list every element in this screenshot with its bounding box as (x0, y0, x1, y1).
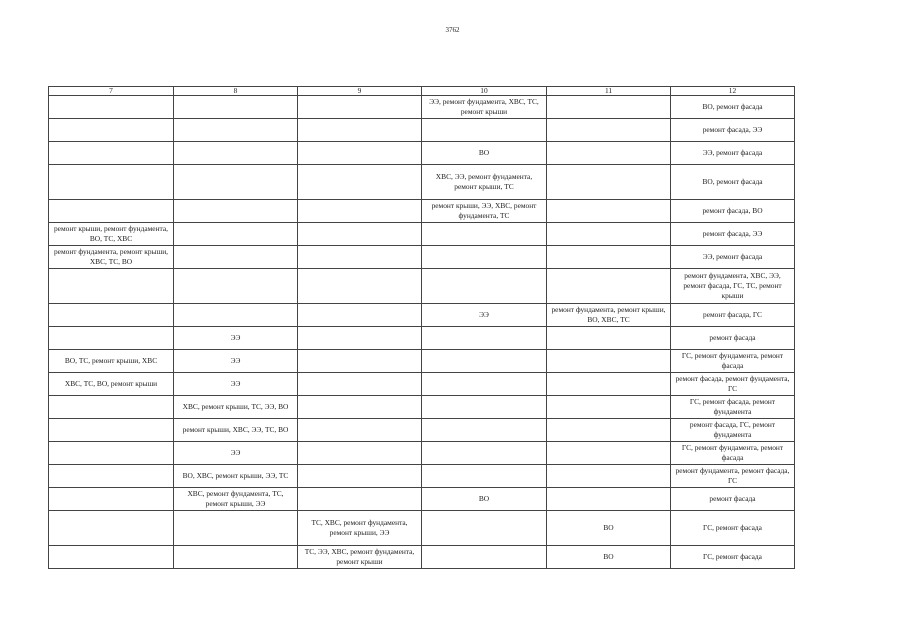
table-cell (547, 165, 671, 200)
table-cell (547, 223, 671, 246)
table-cell (298, 419, 422, 442)
table-body (49, 96, 795, 569)
header-row (49, 87, 795, 96)
table-cell (547, 327, 671, 350)
column-header: 9 (298, 87, 422, 96)
table-cell: ремонт фасада, ВО (671, 200, 795, 223)
table-cell (49, 269, 174, 304)
table-cell (174, 223, 298, 246)
table-cell (547, 488, 671, 511)
table-row (49, 373, 795, 396)
table-cell (49, 442, 174, 465)
table-cell (298, 223, 422, 246)
page-number: 3762 (445, 26, 460, 34)
table-cell: ХВС, ТС, ВО, ремонт крыши (49, 373, 174, 396)
table-cell: ремонт крыши, ремонт фундамента, ВО, ТС, ХВС (49, 223, 174, 246)
column-header: 11 (547, 87, 671, 96)
table-cell (49, 511, 174, 546)
table-cell (174, 165, 298, 200)
table-row (49, 442, 795, 465)
table-row (49, 546, 795, 569)
table-cell (298, 165, 422, 200)
table-cell (298, 269, 422, 304)
table-cell (174, 96, 298, 119)
table-row (49, 350, 795, 373)
table-row (49, 304, 795, 327)
table-cell (422, 442, 547, 465)
table-cell: ремонт фасада, ЭЭ (671, 119, 795, 142)
table-cell: ВО, ХВС, ремонт крыши, ЭЭ, ТС (174, 465, 298, 488)
table-cell: ЭЭ (422, 304, 547, 327)
table-cell (422, 223, 547, 246)
table-cell (298, 200, 422, 223)
table-cell (422, 246, 547, 269)
table-row (49, 511, 795, 546)
table-cell: ремонт фасада (671, 327, 795, 350)
table-cell (49, 200, 174, 223)
table-cell (298, 350, 422, 373)
table-row (49, 200, 795, 223)
table-cell (547, 396, 671, 419)
table-cell: ремонт фасада (671, 488, 795, 511)
table-cell (547, 419, 671, 442)
table-cell: ВО (422, 488, 547, 511)
table-cell: ЭЭ (174, 327, 298, 350)
table-cell (49, 142, 174, 165)
table-cell (49, 165, 174, 200)
table-cell (298, 119, 422, 142)
table-cell: ТС, ХВС, ремонт фундамента, ремонт крыши, ЭЭ (298, 511, 422, 546)
table-cell: ремонт фундамента, ремонт фасада, ГС (671, 465, 795, 488)
table-cell: ЭЭ (174, 350, 298, 373)
table-cell (49, 396, 174, 419)
table-cell: ЭЭ, ремонт фасада (671, 142, 795, 165)
table-cell: ХВС, ЭЭ, ремонт фундамента, ремонт крыши, ТС (422, 165, 547, 200)
table-cell (547, 373, 671, 396)
table-row (49, 223, 795, 246)
table-cell: ВО, ремонт фасада (671, 165, 795, 200)
table-cell (422, 465, 547, 488)
table-cell (422, 373, 547, 396)
table-row (49, 419, 795, 442)
table-row (49, 165, 795, 200)
table-cell (174, 546, 298, 569)
table-cell (422, 119, 547, 142)
table-cell: ХВС, ремонт фундамента, ТС, ремонт крыши, ЭЭ (174, 488, 298, 511)
table-row (49, 142, 795, 165)
table-cell (547, 465, 671, 488)
table-cell (49, 419, 174, 442)
table-cell (422, 511, 547, 546)
table-cell: ВО (422, 142, 547, 165)
table-cell (547, 200, 671, 223)
table-cell (298, 373, 422, 396)
table-cell: ремонт крыши, ЭЭ, ХВС, ремонт фундамента, ТС (422, 200, 547, 223)
table-cell (174, 142, 298, 165)
table-row (49, 96, 795, 119)
table-row (49, 269, 795, 304)
table-cell: ЭЭ, ремонт фундамента, ХВС, ТС, ремонт крыши (422, 96, 547, 119)
table-cell: ТС, ЭЭ, ХВС, ремонт фундамента, ремонт крыши (298, 546, 422, 569)
table-cell: ремонт фундамента, ХВС, ЭЭ, ремонт фасада, ГС, ТС, ремонт крыши (671, 269, 795, 304)
table-cell (298, 396, 422, 419)
table-cell (49, 119, 174, 142)
table-cell (547, 119, 671, 142)
table-cell (422, 327, 547, 350)
table-cell (49, 465, 174, 488)
table-cell (298, 142, 422, 165)
table-row (49, 119, 795, 142)
table-cell (49, 96, 174, 119)
table-cell: ГС, ремонт фасада (671, 511, 795, 546)
table-cell: ремонт фундамента, ремонт крыши, ВО, ХВС, ТС (547, 304, 671, 327)
data-table (48, 86, 795, 569)
table-row (49, 465, 795, 488)
table-cell (174, 200, 298, 223)
table-cell (174, 511, 298, 546)
table-cell: ХВС, ремонт крыши, ТС, ЭЭ, ВО (174, 396, 298, 419)
table-cell (422, 350, 547, 373)
table-cell (49, 546, 174, 569)
table-cell (174, 304, 298, 327)
table-cell: ГС, ремонт фундамента, ремонт фасада (671, 442, 795, 465)
table-cell: ГС, ремонт фундамента, ремонт фасада (671, 350, 795, 373)
table-cell (547, 269, 671, 304)
table-cell (49, 488, 174, 511)
table-row (49, 396, 795, 419)
table-cell (547, 350, 671, 373)
table-cell: ЭЭ, ремонт фасада (671, 246, 795, 269)
table-cell: ремонт фасада, ГС (671, 304, 795, 327)
table-cell (49, 327, 174, 350)
table-cell (174, 269, 298, 304)
table-cell: ЭЭ (174, 373, 298, 396)
table-cell: ВО (547, 546, 671, 569)
column-header: 7 (49, 87, 174, 96)
table-cell (422, 419, 547, 442)
table-cell: ремонт фасада, ЭЭ (671, 223, 795, 246)
column-header: 12 (671, 87, 795, 96)
table-cell (298, 246, 422, 269)
table-cell: ВО, ТС, ремонт крыши, ХВС (49, 350, 174, 373)
table-cell (422, 269, 547, 304)
table-cell: ВО, ремонт фасада (671, 96, 795, 119)
table-cell (422, 546, 547, 569)
table-cell: ВО (547, 511, 671, 546)
table-cell (547, 142, 671, 165)
table-cell: ремонт фасада, ГС, ремонт фундамента (671, 419, 795, 442)
table-cell (174, 119, 298, 142)
column-header: 10 (422, 87, 547, 96)
table-cell (298, 488, 422, 511)
table-cell: ремонт крыши, ХВС, ЭЭ, ТС, ВО (174, 419, 298, 442)
table-row (49, 488, 795, 511)
table-row (49, 327, 795, 350)
column-header: 8 (174, 87, 298, 96)
table-cell (298, 96, 422, 119)
table-cell (49, 304, 174, 327)
table-cell (298, 327, 422, 350)
table-cell (422, 396, 547, 419)
table-cell (298, 304, 422, 327)
table-cell: ремонт фундамента, ремонт крыши, ХВС, ТС, ВО (49, 246, 174, 269)
table-row (49, 246, 795, 269)
table-cell: ГС, ремонт фасада (671, 546, 795, 569)
table-cell (298, 465, 422, 488)
table-cell (298, 442, 422, 465)
table-cell (174, 246, 298, 269)
table-cell: ремонт фасада, ремонт фундамента, ГС (671, 373, 795, 396)
table-cell (547, 442, 671, 465)
table-cell: ГС, ремонт фасада, ремонт фундамента (671, 396, 795, 419)
table-cell (547, 246, 671, 269)
table-cell (547, 96, 671, 119)
table-cell: ЭЭ (174, 442, 298, 465)
